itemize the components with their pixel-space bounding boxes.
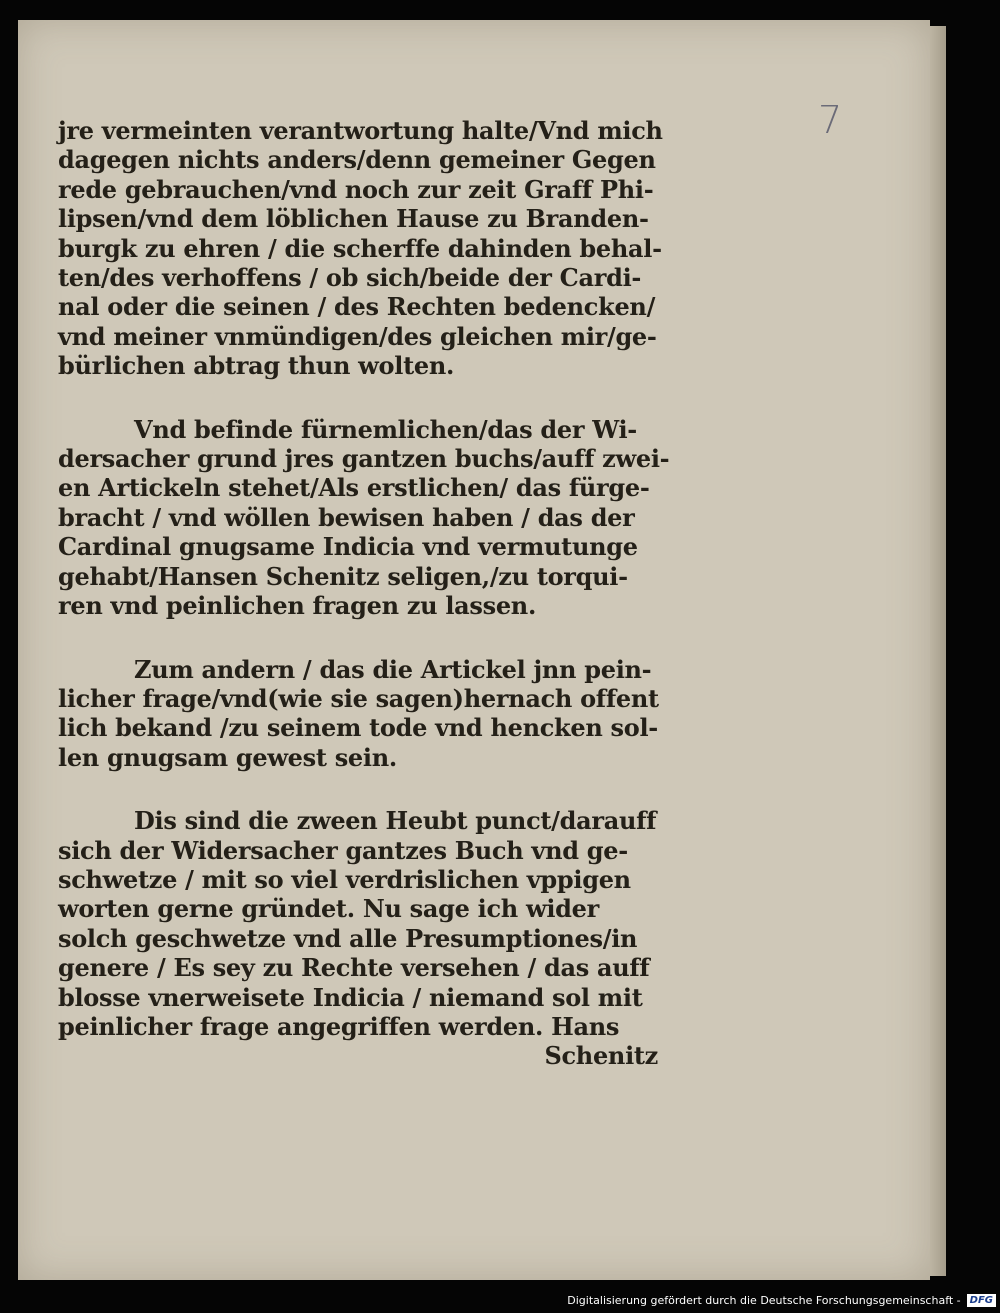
text-line: lipsen/vnd dem löblichen Hause zu Branden-	[58, 204, 649, 234]
text-line: Dis sind die zween Heubt punct/darauff	[134, 806, 657, 836]
credit-text: Digitalisierung gefördert durch die Deutsche Forschungsgemeinschaft -	[567, 1293, 961, 1307]
text-line: nal oder die seinen / des Rechten bedencken/	[58, 292, 656, 322]
text-line: lich bekand /zu seinem tode vnd hencken sol-	[58, 713, 658, 743]
text-line: schwetze / mit so viel verdrislichen vppigen	[58, 864, 631, 894]
folio-number: 7	[818, 98, 843, 142]
text-line: rede gebrauchen/vnd noch zur zeit Graff Phi-	[58, 174, 654, 204]
text-line: ten/des verhoffens / ob sich/beide der Cardi-	[58, 263, 642, 293]
text-line: peinlicher frage angegriffen werden. Hans	[58, 1011, 620, 1041]
paragraph	[58, 414, 670, 621]
paragraph	[58, 116, 663, 381]
text-line: ren vnd peinlichen fragen zu lassen.	[58, 591, 537, 621]
text-line: vnd meiner vnmündigen/des gleichen mir/ge-	[58, 321, 657, 351]
text-line: Vnd befinde fürnemlichen/das der Wi-	[134, 414, 637, 444]
dfg-logo: DFG	[967, 1294, 996, 1307]
text-line: gehabt/Hansen Schenitz seligen,/zu torqui-	[58, 561, 628, 591]
text-line: bürlichen abtrag thun wolten.	[58, 351, 455, 381]
catchword: Schenitz	[544, 1041, 658, 1071]
book-page	[18, 20, 930, 1280]
page-edge	[930, 26, 946, 1276]
text-line: bracht / vnd wöllen bewisen haben / das der	[58, 502, 635, 532]
body-text	[58, 116, 670, 1105]
text-line: worten gerne gründet. Nu sage ich wider	[58, 894, 599, 924]
text-line: solch geschwetze vnd alle Presumptiones/in	[58, 923, 638, 953]
text-line: len gnugsam gewest sein.	[58, 742, 397, 772]
text-line: burgk zu ehren / die scherffe dahinden behal-	[58, 233, 662, 263]
digitization-credit	[567, 1291, 996, 1309]
text-line: dersacher grund jres gantzen buchs/auff zwei-	[58, 444, 670, 474]
text-line: Zum andern / das die Artickel jnn pein-	[134, 654, 652, 684]
text-line: dagegen nichts anders/denn gemeiner Gegen	[58, 145, 656, 175]
paragraph	[58, 655, 658, 773]
text-line: licher frage/vnd(wie sie sagen)hernach offent	[58, 683, 659, 713]
text-line: en Artickeln stehet/Als erstlichen/ das fürge-	[58, 473, 650, 503]
paragraph	[58, 806, 658, 1071]
text-line: Cardinal gnugsame Indicia vnd vermutunge	[58, 532, 638, 562]
text-line: jre vermeinten verantwortung halte/Vnd mich	[58, 116, 663, 145]
text-line: blosse vnerweisete Indicia / niemand sol mit	[58, 982, 643, 1012]
text-line: sich der Widersacher gantzes Buch vnd ge-	[58, 835, 628, 865]
text-line: genere / Es sey zu Rechte versehen / das auff	[58, 953, 650, 983]
